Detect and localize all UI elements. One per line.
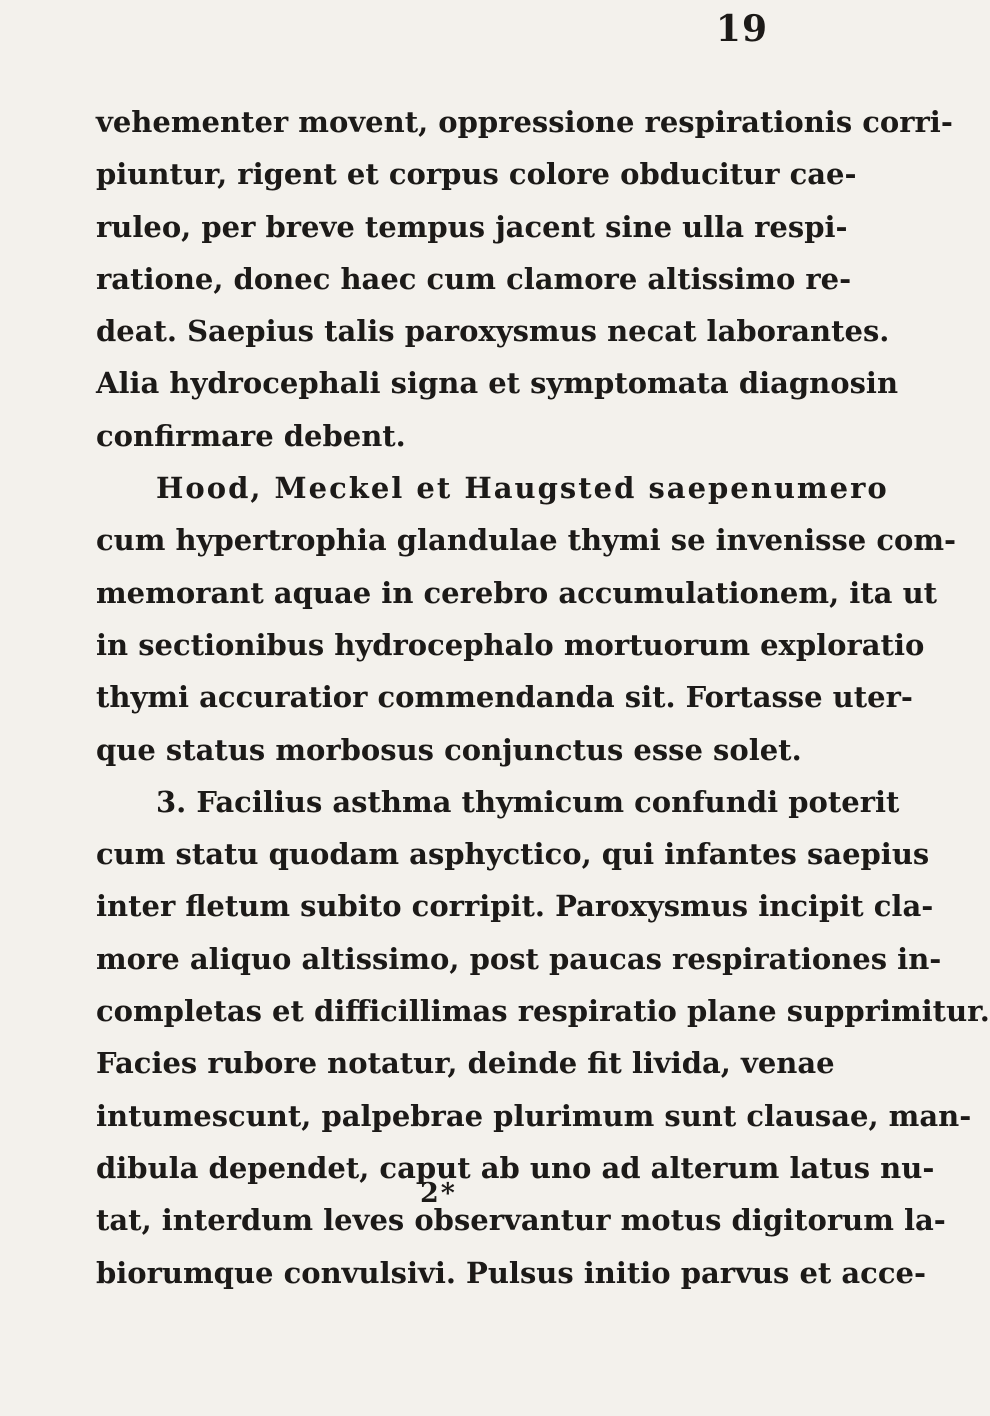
text-line: 3. Facilius asthma thymicum confundi poterit xyxy=(156,784,900,819)
text-line: biorumque convulsivi. Pulsus initio parvus et acce- xyxy=(96,1255,926,1290)
text-line: more aliquo altissimo, post paucas respirationes in- xyxy=(96,941,942,976)
text-line: tat, interdum leves observantur motus digitorum la- xyxy=(96,1203,946,1238)
text-line: ratione, donec haec cum clamore altissimo re- xyxy=(96,261,852,296)
text-line: in sectionibus hydrocephalo mortuorum exploratio xyxy=(96,627,925,662)
text-line: memorant aquae in cerebro accumulationem, ita ut xyxy=(96,575,938,610)
text-line: completas et difficillimas respiratio plane supprimitur. xyxy=(96,994,990,1029)
text-line: intumescunt, palpebrae plurimum sunt clausae, man- xyxy=(96,1098,972,1133)
text-line: Facies rubore notatur, deinde fit livida, venae xyxy=(96,1046,835,1081)
text-line: Hood, Meckel et Haugsted saepenumero xyxy=(156,471,889,506)
text-line: deat. Saepius talis paroxysmus necat laborantes. xyxy=(96,314,890,349)
text-line: cum hypertrophia glandulae thymi se invenisse com- xyxy=(96,523,957,558)
text-line: inter fletum subito corripit. Paroxysmus incipit cla- xyxy=(96,889,934,924)
text-line: Alia hydrocephali signa et symptomata diagnosin xyxy=(96,366,899,401)
text-line: confirmare debent. xyxy=(96,418,406,453)
text-line: que status morbosus conjunctus esse solet. xyxy=(96,732,802,767)
text-line: dibula dependet, caput ab uno ad alterum latus nu- xyxy=(96,1150,935,1185)
text-line: cum statu quodam asphyctico, qui infantes saepius xyxy=(96,837,930,872)
page-text-body xyxy=(96,96,990,1299)
text-line: thymi accuratior commendanda sit. Fortasse uter- xyxy=(96,680,913,715)
signature-mark: 2* xyxy=(420,1178,457,1209)
text-line: ruleo, per breve tempus jacent sine ulla respi- xyxy=(96,209,848,244)
text-line: piuntur, rigent et corpus colore obducitur cae- xyxy=(96,157,857,192)
page-number: 19 xyxy=(715,8,768,50)
text-line: vehementer movent, oppressione respirationis corri- xyxy=(96,105,953,139)
